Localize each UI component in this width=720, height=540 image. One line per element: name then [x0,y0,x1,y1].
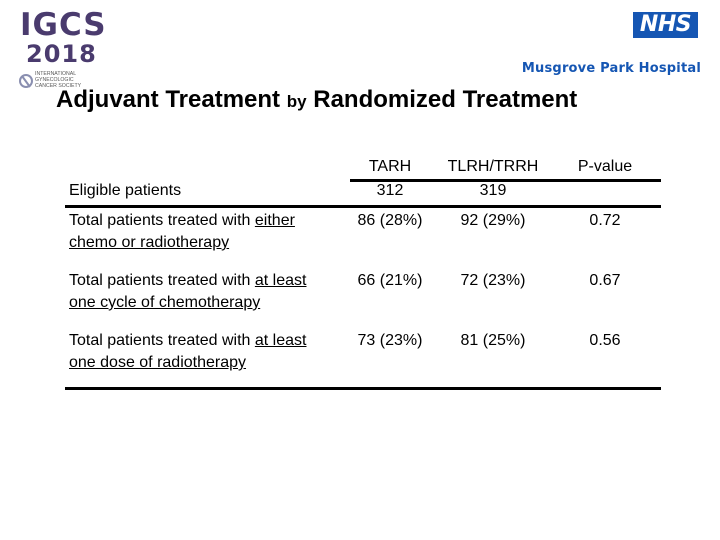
title-part-3: Randomized Treatment [313,86,578,113]
eligible-label: Eligible patients [69,182,182,199]
row2-p-value: 0.67 [589,272,621,289]
column-header-tarh: TARH [368,158,412,175]
hospital-name: Musgrove Park Hospital [521,61,701,76]
column-header-p-value: P-value [577,158,633,175]
eligible-tlrh: 319 [479,182,507,199]
row1-tlrh: 92 (29%) [460,212,526,229]
igcs-logo-event: IGCS [20,7,107,43]
title-part-2: by [286,92,307,111]
row3-p-value: 0.56 [589,332,621,349]
row2-tlrh: 72 (23%) [460,272,526,289]
eligible-tarh: 312 [376,182,404,199]
row-label: Total patients treated with at least one dose of radiotherapy [69,332,307,371]
eligible-rule [65,205,661,208]
bottom-rule [65,387,661,390]
nhs-logo: NHS [633,12,698,38]
igcs-logo-org: INTERNATIONAL GYNECOLOGIC CANCER SOCIETY [35,71,82,89]
column-header-tlrh-trrh: TLRH/TRRH [447,158,539,175]
igcs-logo-year: 2018 [26,40,97,68]
igcs-logo [18,8,118,88]
slide-title [56,85,696,117]
row-label: Total patients treated with either chemo or radiotherapy [69,212,295,251]
row3-tlrh: 81 (25%) [460,332,526,349]
row3-tarh: 73 (23%) [357,332,423,349]
row-label: Total patients treated with at least one cycle of chemotherapy [69,272,307,311]
ribbon-icon [18,72,34,90]
row2-tarh: 66 (21%) [357,272,423,289]
row1-p-value: 0.72 [589,212,621,229]
row1-tarh: 86 (28%) [357,212,423,229]
title-part-1: Adjuvant Treatment [56,86,281,113]
